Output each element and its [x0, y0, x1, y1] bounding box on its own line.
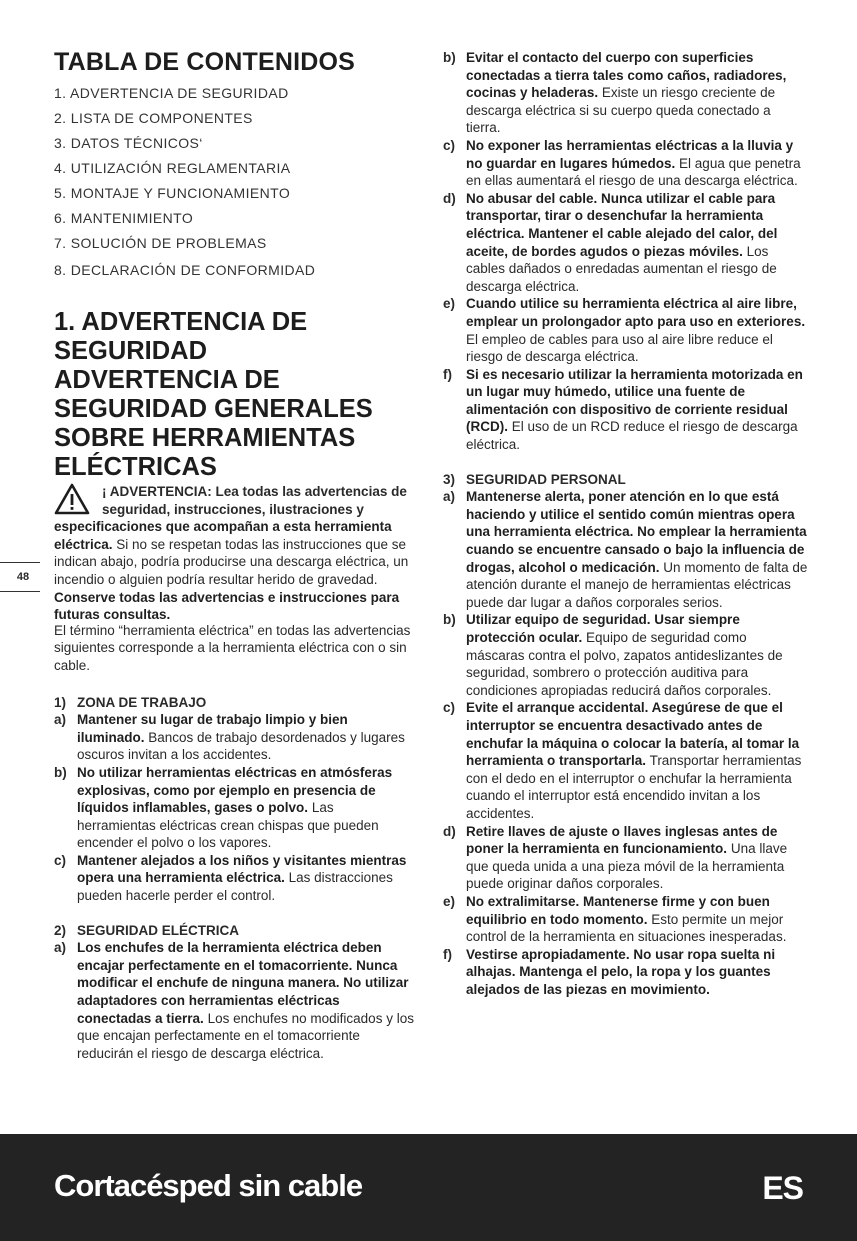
list-item: b) No utilizar herramientas eléctricas en atmósferas explosivas, como por ejemplo en presencia de líquidos inflamables, gases o polvo. Las herramientas eléctricas crean chispas que pueden encender el polvo o los vapores. — [54, 764, 393, 851]
list-item: b) Evitar el contacto del cuerpo con superficies conectadas a tierra tales como caños, radiadores, cocinas y heladeras. Existe un riesgo creciente de descarga eléctrica si su cuerpo queda conectado a tierra. — [443, 50, 787, 136]
warning-block — [54, 483, 416, 1062]
toc-list — [54, 84, 315, 286]
personal-section — [443, 471, 808, 999]
electrical-list-right — [443, 49, 808, 454]
list-item: c) Mantener alejados a los niños y visitantes mientras opera una herramienta eléctrica. Las distracciones pueden hacerle perder el control. — [54, 852, 407, 904]
work-area-section — [54, 694, 416, 905]
section-heading-line2: ADVERTENCIA DE SEGURIDAD GENERALES SOBRE HERRAMIENTAS ELÉCTRICAS — [54, 366, 373, 481]
electrical-section — [54, 922, 416, 1063]
list-item: f) Vestirse apropiadamente. No usar ropa suelta ni alhajas. Mantenga el pelo, la ropa y los guantes alejados de las piezas en movimiento. — [443, 946, 776, 997]
warning-heading: ¡ ADVERTENCIA: Lea todas las advertencias de seguridad, instrucciones, ilustraciones y — [102, 484, 407, 517]
list-item: c) No exponer las herramientas eléctricas a la lluvia y no guardar en lugares húmedos. El agua que penetra en ellas aumentará el riesgo de una descarga eléctrica. — [443, 137, 801, 189]
electrical-list-left — [54, 939, 416, 1062]
toc-item[interactable]: 3. DATOS TÉCNICOS‘ — [54, 135, 203, 151]
toc-item[interactable]: 5. MONTAJE Y FUNCIONAMIENTO — [54, 185, 291, 201]
electrical-title: 2) SEGURIDAD ELÉCTRICA — [54, 922, 240, 938]
list-item: a) Los enchufes de la herramienta eléctrica deben encajar perfectamente en el tomacorriente. Nunca modificar el enchufe de ninguna manera. No utilizar adaptadores con herramientas eléctricas conectadas a tierra. Los enchufes no modificados y los que encajan perfectamente en el tomacorriente reducirán el riesgo de descarga eléctrica. — [54, 940, 414, 1061]
warning-triangle-icon — [54, 483, 90, 515]
list-item: d) No abusar del cable. Nunca utilizar el cable para transportar, tirar o desenchufar la herramienta eléctrica. Mantener el cable alejado del calor, del aceite, de bordes agudos o piezas móviles. Los cables dañados o enredadas aumentan el riesgo de descarga eléctrica. — [443, 190, 778, 294]
toc-item[interactable]: 4. UTILIZACIÓN REGLAMENTARIA — [54, 160, 291, 176]
language-code: ES — [762, 1170, 803, 1206]
keep-instructions: Conserve todas las advertencias e instrucciones para futuras consultas. — [54, 589, 400, 623]
toc-item[interactable]: 8. DECLARACIÓN DE CONFORMIDAD — [54, 262, 316, 278]
toc-item[interactable]: 2. LISTA DE COMPONENTES — [54, 110, 253, 126]
list-item: e) No extralimitarse. Mantenerse firme y con buen equilibrio en todo momento. Esto permite un mejor control de la herramienta en situaciones inesperadas. — [443, 893, 787, 945]
list-item: d) Retire llaves de ajuste o llaves inglesas antes de poner la herramienta en funcionamiento. Una llave que queda unida a una pieza móvil de la herramienta puede originar daños corporales. — [443, 823, 788, 892]
personal-list — [443, 488, 808, 998]
warning-text: Si no se respetan todas las instrucciones que se indican abajo, podría producirse una descarga eléctrica, un incendio o alguien podría resultar herido de gravedad. — [54, 536, 409, 587]
list-item: b) Utilizar equipo de seguridad. Usar siempre protección ocular. Equipo de seguridad como máscaras contra el polvo, zapatos antideslizantes de seguridad, sombrero o protección auditiva para condiciones apropiadas reducirá daños corporales. — [443, 612, 783, 698]
toc-title: TABLA DE CONTENIDOS — [54, 48, 356, 76]
list-item: c) Evite el arranque accidental. Asegúrese de que el interruptor se encuentra desactivado antes de enchufar la máquina o colocar la batería, al tomar la herramienta o transportarla. Transportar herramientas con el dedo en el interruptor o enchufar la herramienta cuando el interruptor está encendido invitan a los accidentes. — [443, 700, 802, 821]
page-number: 48 — [0, 562, 40, 592]
toc-item[interactable]: 6. MANTENIMIENTO — [54, 210, 194, 226]
right-column — [443, 49, 808, 998]
footer-title: Cortacésped sin cable — [54, 1168, 363, 1203]
section-heading-line1: 1. ADVERTENCIA DE SEGURIDAD — [54, 308, 308, 365]
list-item: a) Mantener su lugar de trabajo limpio y bien iluminado. Bancos de trabajo desordenados y lugares oscuros invitan a los accidentes. — [54, 712, 405, 763]
list-item: a) Mantenerse alerta, poner atención en lo que está haciendo y utilice el sentido común mientras opera una herramienta eléctrica. No emplear la herramienta cuando se encuentre cansado o bajo la influencia de drogas, alcohol o medicación. Un momento de falta de atención durante el manejo de herramientas eléctricas puede dar lugar a daños corporales serios. — [443, 489, 808, 610]
toc-item[interactable]: 1. ADVERTENCIA DE SEGURIDAD — [54, 85, 289, 101]
work-area-title: 1) ZONA DE TRABAJO — [54, 694, 207, 710]
list-item: e) Cuando utilice su herramienta eléctrica al aire libre, emplear un prolongador apto para uso en exteriores. El empleo de cables para uso al aire libre reduce el riesgo de descarga eléctrica. — [443, 296, 806, 365]
work-area-list — [54, 711, 416, 905]
warning-heading-cont: especificaciones que acompañan a esta herramienta eléctrica. — [54, 519, 392, 552]
section-heading — [54, 308, 424, 482]
personal-title: 3) SEGURIDAD PERSONAL — [443, 471, 626, 487]
toc-item[interactable]: 7. SOLUCIÓN DE PROBLEMAS — [54, 235, 267, 251]
term-paragraph: El término “herramienta eléctrica” en todas las advertencias siguientes corresponde a la herramienta eléctrica con o sin cable. — [54, 622, 411, 673]
list-item: f) Si es necesario utilizar la herramienta motorizada en un lugar muy húmedo, utilice una fuente de alimentación con dispositivo de corriente residual (RCD). El uso de un RCD reduce el riesgo de descarga eléctrica. — [443, 366, 803, 453]
